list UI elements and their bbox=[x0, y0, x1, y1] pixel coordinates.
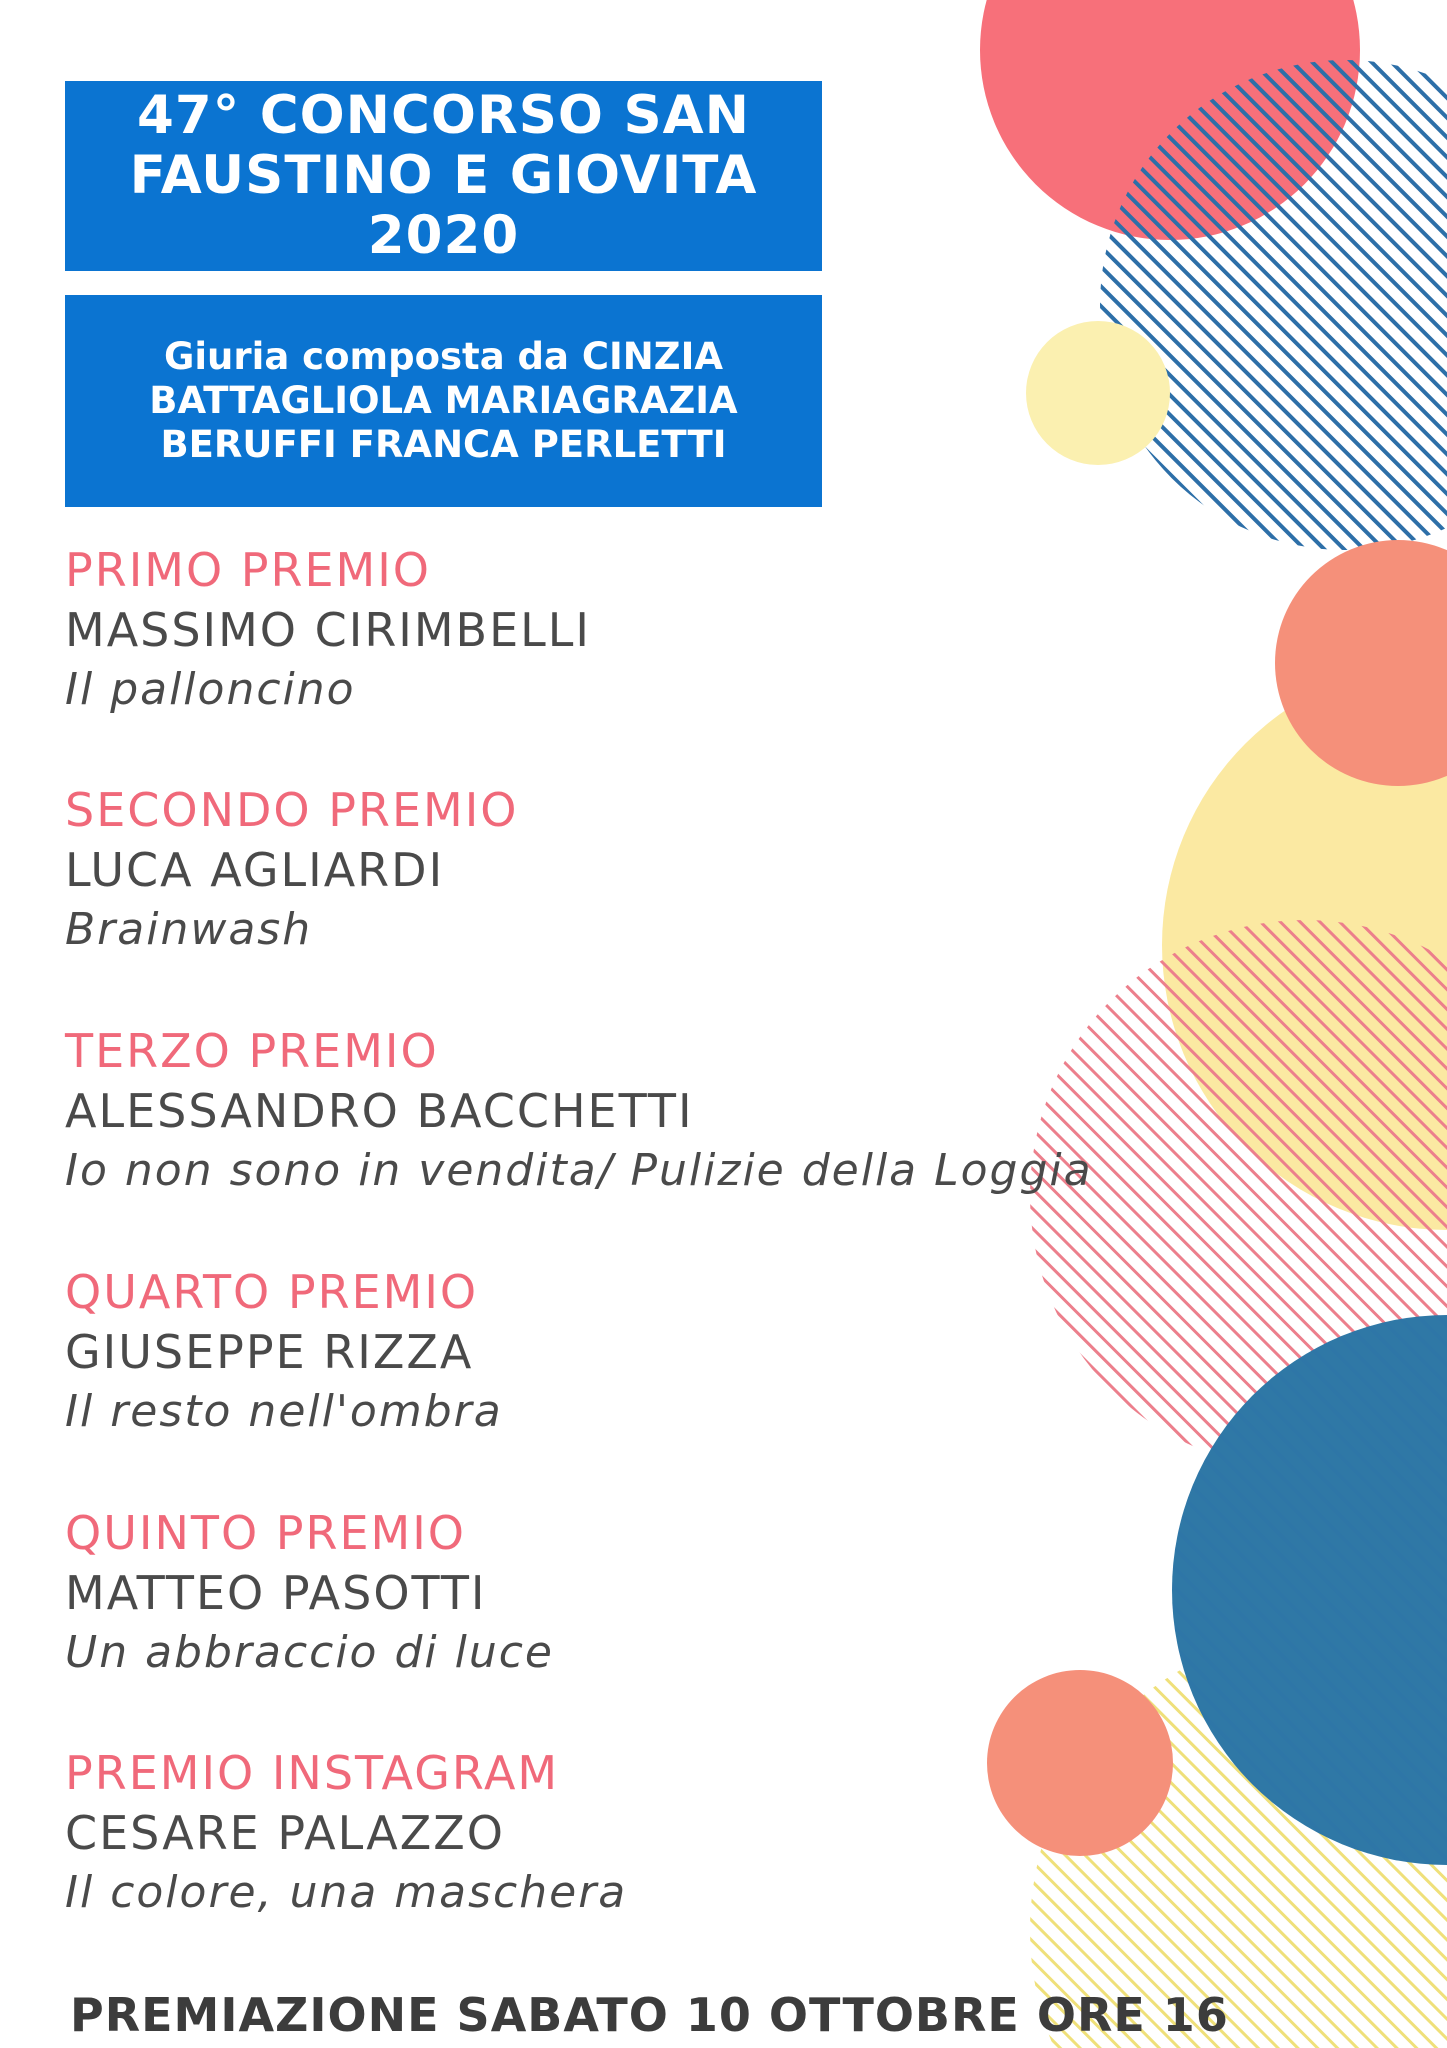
winner-name: CESARE PALAZZO bbox=[65, 1806, 506, 1860]
prize-block bbox=[65, 1503, 554, 1683]
prize-label: PREMIO INSTAGRAM bbox=[65, 1746, 560, 1800]
work-title: Il colore, una maschera bbox=[65, 1867, 628, 1918]
jury-text: Giuria composta da CINZIA BATTAGLIOLA MARIAGRAZIA BERUFFI FRANCA PERLETTI bbox=[149, 335, 738, 466]
work-title: Il resto nell'ombra bbox=[65, 1386, 503, 1437]
jury-box bbox=[65, 295, 822, 507]
work-title: Il palloncino bbox=[65, 664, 356, 715]
prize-label: QUINTO PREMIO bbox=[65, 1506, 467, 1560]
contest-title: 47° CONCORSO SAN FAUSTINO E GIOVITA 2020 bbox=[129, 85, 758, 266]
prize-block bbox=[65, 540, 591, 720]
small-orange-circle bbox=[987, 1670, 1173, 1856]
prize-label: PRIMO PREMIO bbox=[65, 543, 432, 597]
winner-name: ALESSANDRO BACCHETTI bbox=[65, 1084, 694, 1138]
winner-name: MASSIMO CIRIMBELLI bbox=[65, 603, 591, 657]
prize-label: SECONDO PREMIO bbox=[65, 783, 519, 837]
award-ceremony-date: PREMIAZIONE SABATO 10 OTTOBRE ORE 16 bbox=[70, 1988, 1229, 2042]
prize-block bbox=[65, 1262, 503, 1442]
prize-block bbox=[65, 1021, 1093, 1201]
prize-label: QUARTO PREMIO bbox=[65, 1265, 479, 1319]
work-title: Un abbraccio di luce bbox=[65, 1627, 554, 1678]
work-title: Brainwash bbox=[65, 904, 313, 955]
winner-name: MATTEO PASOTTI bbox=[65, 1566, 487, 1620]
prize-label: TERZO PREMIO bbox=[65, 1024, 439, 1078]
prize-block bbox=[65, 780, 518, 960]
winner-name: LUCA AGLIARDI bbox=[65, 843, 445, 897]
work-title: Io non sono in vendita/ Pulizie della Loggia bbox=[65, 1145, 1093, 1196]
prize-block bbox=[65, 1743, 627, 1923]
contest-title-box bbox=[65, 81, 822, 271]
winner-name: GIUSEPPE RIZZA bbox=[65, 1325, 474, 1379]
small-yellow-circle bbox=[1026, 321, 1170, 465]
